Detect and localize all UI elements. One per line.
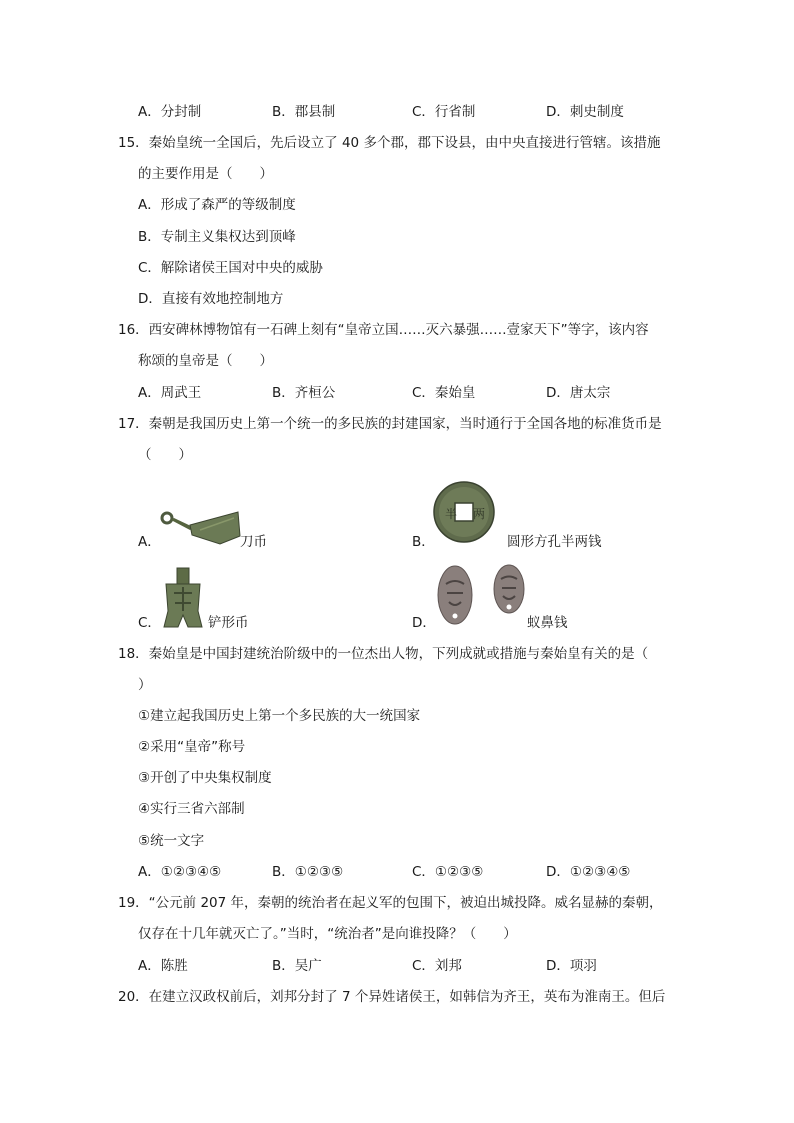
option-c: C．①②③⑤ (412, 864, 484, 880)
q17-option-b-letter: B． (412, 534, 435, 550)
option-b: B．郡县制 (272, 104, 336, 120)
option-a: A．周武王 (138, 385, 202, 401)
q19-stem-line1: 19．“公元前 207 年，秦朝的统治者在起义军的包围下，被迫出城投降。威名显赫的秦朝， (118, 895, 663, 911)
option-c: C．刘邦 (412, 958, 462, 974)
option-d: D．刺史制度 (546, 104, 624, 120)
coin-char-right: 两 (473, 507, 486, 521)
spade-coin-icon (162, 567, 204, 629)
q18-stem-line1: 18．秦始皇是中国封建统治阶级中的一位杰出人物，下列成就或措施与秦始皇有关的是（ (118, 646, 649, 662)
q15-option-b: B．专制主义集权达到顶峰 (138, 229, 296, 245)
q18-stem-line2: ） (138, 677, 152, 693)
coin-char-left: 半 (445, 507, 458, 521)
option-a: A．陈胜 (138, 958, 188, 974)
q18-item-5: ⑤统一文字 (138, 833, 205, 849)
q18-item-4: ④实行三省六部制 (138, 801, 245, 817)
q18-item-3: ③开创了中央集权制度 (138, 770, 272, 786)
q17-option-d-letter: D． (412, 615, 436, 631)
q20-stem-line1: 20．在建立汉政权前后，刘邦分封了 7 个异姓诸侯王，如韩信为齐王，英布为淮南王。但后 (118, 989, 666, 1005)
q16-options (138, 384, 698, 402)
q15-option-d: D．直接有效地控制地方 (138, 291, 284, 307)
knife-coin-icon (160, 508, 242, 546)
q16-stem-line2: 称颂的皇帝是（ ） (138, 353, 273, 369)
q18-item-1: ①建立起我国历史上第一个多民族的大一统国家 (138, 708, 421, 724)
option-b: B．吴广 (272, 958, 322, 974)
q17-option-d-caption: 蚁鼻钱 (527, 615, 568, 631)
q17-stem-line1: 17．秦朝是我国历史上第一个统一的多民族的封建国家，当时通行于全国各地的标准货币是 (118, 416, 662, 432)
q15-stem-line2: 的主要作用是（ ） (138, 166, 273, 182)
option-c: C．行省制 (412, 104, 476, 120)
ant-nose-coin-icon (433, 562, 529, 626)
option-c: C．秦始皇 (412, 385, 476, 401)
q17-option-a-letter: A． (138, 534, 161, 550)
option-b: B．①②③⑤ (272, 864, 344, 880)
q15-stem-line1: 15．秦始皇统一全国后，先后设立了 40 多个郡，郡下设县，由中央直接进行管辖。该措施 (118, 135, 661, 151)
option-d: D．唐太宗 (546, 385, 611, 401)
q19-options (138, 957, 698, 975)
q16-stem-line1: 16．西安碑林博物馆有一石碑上刻有“皇帝立国……灭六暴强……壹家天下”等字，该内容 (118, 322, 649, 338)
q18-options (138, 863, 698, 881)
q19-stem-line2: 仅存在十几年就灭亡了。”当时，“统治者”是向谁投降？（ ） (138, 926, 517, 942)
option-d: D．①②③④⑤ (546, 864, 631, 880)
q17-option-c-caption: 铲形币 (208, 615, 249, 631)
option-b: B．齐桓公 (272, 385, 336, 401)
round-square-hole-coin-icon (433, 481, 495, 543)
q17-option-b-caption: 圆形方孔半两钱 (507, 534, 602, 550)
q14-options (138, 103, 698, 121)
q15-option-c: C．解除诸侯王国对中央的威胁 (138, 260, 323, 276)
q18-item-2: ②采用“皇帝”称号 (138, 739, 246, 755)
q17-option-c-letter: C． (138, 615, 161, 631)
q17-option-a-caption: 刀币 (240, 534, 267, 550)
q17-stem-line2: （ ） (138, 447, 192, 463)
option-d: D．项羽 (546, 958, 597, 974)
option-a: A．分封制 (138, 104, 202, 120)
option-a: A．①②③④⑤ (138, 864, 222, 880)
q15-option-a: A．形成了森严的等级制度 (138, 197, 296, 213)
